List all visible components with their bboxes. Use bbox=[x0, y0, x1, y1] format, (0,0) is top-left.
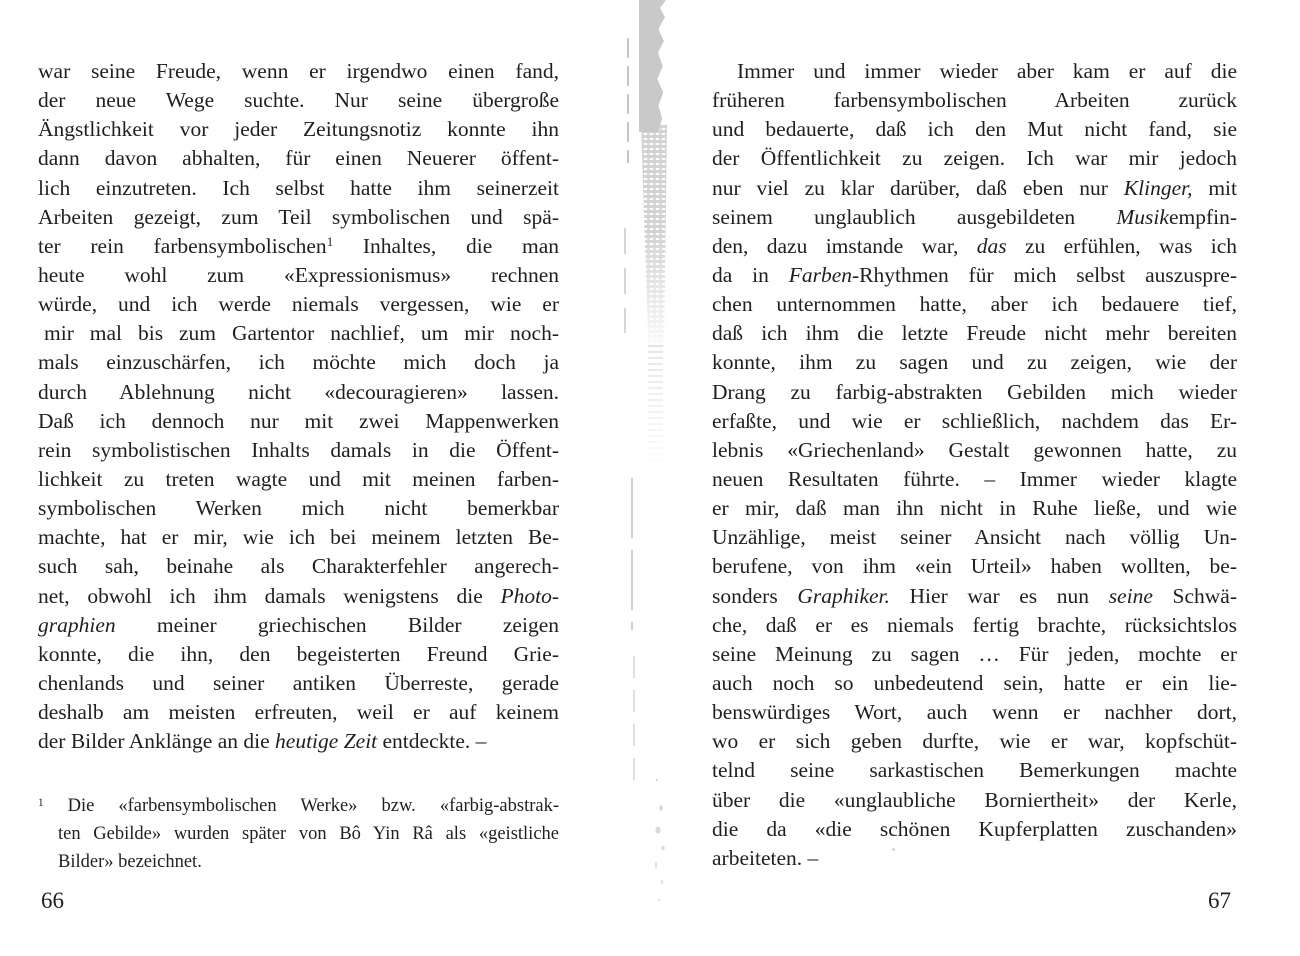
text-line: telnd seine sarkastischen Bemerkungen machte bbox=[712, 758, 1237, 783]
text-line: mir mal bis zum Gartentor nachlief, um mir noch- bbox=[44, 321, 559, 346]
text-line: Immer und immer wieder aber kam er auf die bbox=[737, 59, 1237, 83]
left-page bbox=[38, 57, 559, 876]
right-page bbox=[712, 57, 1237, 873]
text-line: daß ich ihm die letzte Freude nicht mehr bereiten bbox=[712, 321, 1237, 346]
text-line: berufene, von ihm «ein Urteil» haben wollten, be- bbox=[712, 554, 1237, 579]
text-line: dann davon abhalten, für einen Neuerer öffent- bbox=[38, 146, 559, 171]
text-line: der Öffentlichkeit zu zeigen. Ich war mir jedoch bbox=[712, 146, 1237, 171]
scan-smudge-middle bbox=[641, 125, 667, 360]
page-number-left: 66 bbox=[41, 888, 64, 913]
text-line: die da «die schönen Kupferplatten zuschanden» bbox=[712, 816, 1237, 841]
scan-line-artifact bbox=[631, 478, 633, 630]
text-line: deshalb am meisten erfreuten, weil er auf keinem bbox=[38, 700, 559, 725]
text-line: lebnis «Griechenland» Gestalt gewonnen hatte, zu bbox=[712, 437, 1237, 462]
text-line: lich einzutreten. Ich selbst hatte ihm seinerzeit bbox=[38, 175, 559, 200]
text-line: wo er sich geben durfte, wie er war, kopfschüt- bbox=[712, 729, 1237, 754]
scan-line-artifact bbox=[627, 38, 629, 163]
left-page-footnote bbox=[38, 792, 559, 876]
text-line: früheren farbensymbolischen Arbeiten zurück bbox=[712, 88, 1237, 113]
text-line: sonders Graphiker. Hier war es nun seine Schwä- bbox=[712, 583, 1237, 608]
text-line: mals einzuschärfen, ich möchte mich doch ja bbox=[38, 350, 559, 375]
text-line: Ängstlichkeit vor jeder Zeitungsnotiz konnte ihn bbox=[38, 117, 559, 142]
text-line: $^1$ Die «farbensymbolischen Werke» bzw. «farbig-abstrak- bbox=[38, 796, 559, 817]
text-line: lichkeit zu treten wagte und mit meinen farben- bbox=[38, 466, 559, 491]
text-line: che, daß er es niemals fertig brachte, rücksichtslos bbox=[712, 612, 1237, 637]
text-line: auch noch so unbedeutend sein, hatte er ein lie- bbox=[712, 670, 1237, 695]
scan-line-artifact bbox=[624, 228, 626, 333]
text-line: arbeiteten. – bbox=[712, 845, 819, 870]
text-line: würde, und ich werde niemals vergessen, wie er bbox=[38, 292, 559, 317]
text-line: Unzählige, meist seiner Ansicht nach völlig Un- bbox=[712, 525, 1237, 550]
text-line: benswürdiges Wort, auch wenn er nachher dort, bbox=[712, 700, 1237, 725]
text-line: seine Meinung zu sagen … Für jeden, mochte er bbox=[712, 641, 1237, 666]
scan-line-artifact bbox=[633, 656, 635, 791]
scan-speckles bbox=[645, 770, 669, 915]
text-line: such sah, beinahe als Charakterfehler angerech- bbox=[38, 554, 559, 579]
text-line: der neue Wege suchte. Nur seine übergroße bbox=[38, 88, 559, 113]
text-line: Bilder» bezeichnet. bbox=[58, 852, 202, 873]
text-line: chen unternommen hatte, aber ich bedauere tief, bbox=[712, 292, 1237, 317]
text-line: seinem unglaublich ausgebildeten Musikempfin- bbox=[712, 204, 1237, 229]
text-line: chenlands und seiner antiken Überreste, gerade bbox=[38, 670, 559, 695]
text-line: machte, hat er mir, wie ich bei meinem letzten Be- bbox=[38, 525, 559, 550]
text-line: konnte, die ihn, den begeisterten Freund Grie- bbox=[38, 641, 559, 666]
text-line: er mir, daß man ihn nicht in Ruhe ließe, und wie bbox=[712, 496, 1237, 521]
text-line: durch Ablehnung nicht «decouragieren» lassen. bbox=[38, 379, 559, 404]
text-line: der Bilder Anklänge an die heutige Zeit entdeckte. – bbox=[38, 729, 487, 754]
text-line: graphien meiner griechischen Bilder zeigen bbox=[38, 612, 559, 637]
text-line: Drang zu farbig-abstrakten Gebilden mich wieder bbox=[712, 379, 1237, 404]
text-line: nur viel zu klar darüber, daß eben nur Klinger, mit bbox=[712, 175, 1237, 200]
text-line: war seine Freude, wenn er irgendwo einen fand, bbox=[38, 59, 559, 83]
scan-smudge-top bbox=[639, 0, 666, 132]
text-line: über die «unglaubliche Borniertheit» der Kerle, bbox=[712, 787, 1237, 812]
text-line: da in Farben-Rhythmen für mich selbst auszuspre- bbox=[712, 262, 1237, 287]
page-number-right: 67 bbox=[1208, 888, 1231, 913]
text-line: neuen Resultaten führte. – Immer wieder klagte bbox=[712, 466, 1237, 491]
text-line: rein symbolistischen Inhalts damals in die Öffent- bbox=[38, 437, 559, 462]
right-page-body-text bbox=[712, 57, 1237, 873]
text-line: Daß ich dennoch nur mit zwei Mappenwerken bbox=[38, 408, 559, 433]
text-line: erfaßte, und wie er schließlich, nachdem das Er- bbox=[712, 408, 1237, 433]
text-line: den, dazu imstande war, das zu erfühlen, was ich bbox=[712, 233, 1237, 258]
text-line: konnte, ihm zu sagen und zu zeigen, wie der bbox=[712, 350, 1237, 375]
text-line: Arbeiten gezeigt, zum Teil symbolischen und spä- bbox=[38, 204, 559, 229]
text-line: net, obwohl ich ihm damals wenigstens die Photo- bbox=[38, 583, 559, 608]
text-line: ten Gebilde» wurden später von Bô Yin Râ als «geistliche bbox=[58, 824, 559, 845]
text-line: ter rein farbensymbolischen$^1$ Inhaltes, die man bbox=[38, 233, 559, 258]
left-page-body-text bbox=[38, 57, 559, 756]
scan-smudge-lower bbox=[648, 345, 663, 480]
text-line: heute wohl zum «Expressionismus» rechnen bbox=[38, 262, 559, 287]
text-line: und bedauerte, daß ich den Mut nicht fand, sie bbox=[712, 117, 1237, 142]
text-line: symbolischen Werken mich nicht bemerkbar bbox=[38, 496, 559, 521]
